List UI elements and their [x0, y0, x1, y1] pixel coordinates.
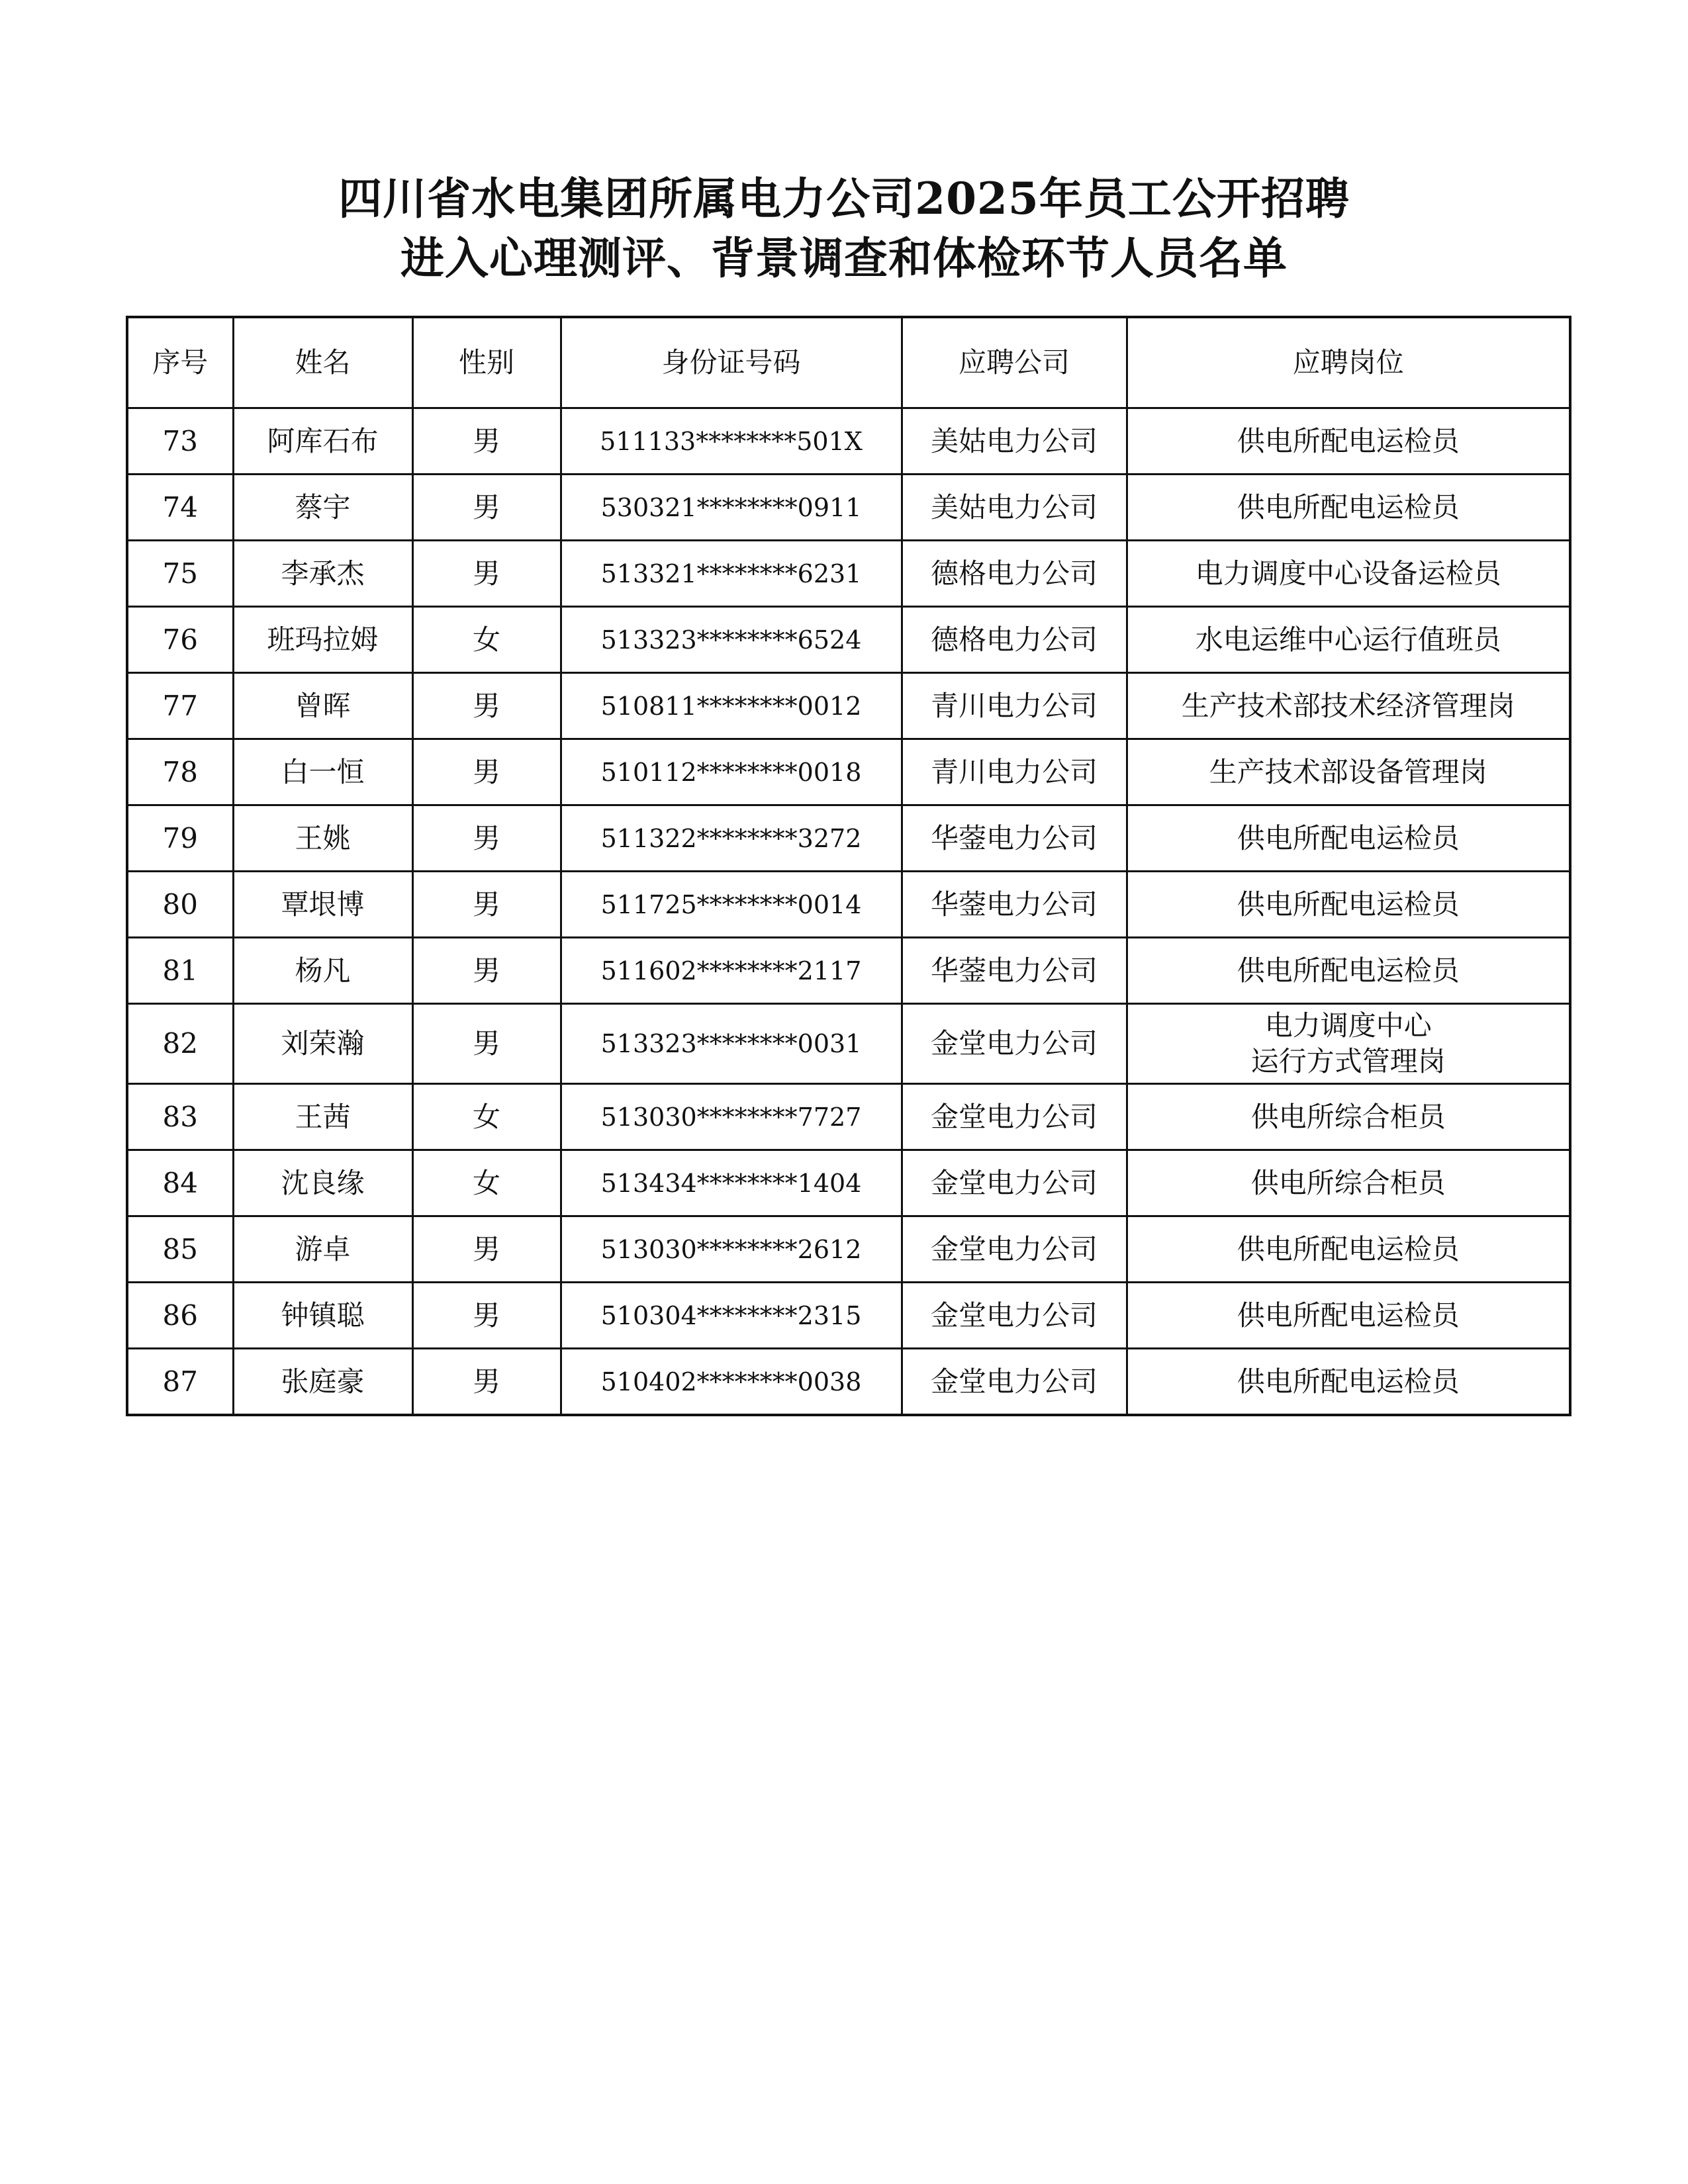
cell-id-number: 510112********0018: [561, 739, 902, 805]
cell-position: 水电运维中心运行值班员: [1127, 607, 1570, 673]
table-row: [127, 673, 1570, 739]
column-header-number: 序号: [127, 317, 233, 408]
table-row: [127, 541, 1570, 607]
cell-gender: 男: [412, 1283, 561, 1349]
cell-position: 生产技术部设备管理岗: [1127, 739, 1570, 805]
cell-name: 沈良缘: [233, 1150, 412, 1216]
cell-gender: 男: [412, 1216, 561, 1283]
table-row: [127, 938, 1570, 1004]
cell-gender: 男: [412, 673, 561, 739]
cell-name: 杨凡: [233, 938, 412, 1004]
cell-position: 供电所综合柜员: [1127, 1084, 1570, 1150]
table-body: [127, 408, 1570, 1416]
cell-position: 供电所综合柜员: [1127, 1150, 1570, 1216]
cell-gender: 男: [412, 872, 561, 938]
cell-company: 金堂电力公司: [902, 1150, 1127, 1216]
cell-number: 82: [127, 1004, 233, 1084]
cell-number: 74: [127, 475, 233, 541]
cell-position: 生产技术部技术经济管理岗: [1127, 673, 1570, 739]
cell-company: 华蓥电力公司: [902, 872, 1127, 938]
cell-number: 83: [127, 1084, 233, 1150]
document-title-line-2: 进入心理测评、背景调查和体检环节人员名单: [400, 232, 1288, 284]
cell-position: 供电所配电运检员: [1127, 938, 1570, 1004]
cell-number: 87: [127, 1349, 233, 1416]
cell-number: 76: [127, 607, 233, 673]
cell-position: 供电所配电运检员: [1127, 475, 1570, 541]
cell-company: 德格电力公司: [902, 541, 1127, 607]
cell-position: 电力调度中心 运行方式管理岗: [1127, 1004, 1570, 1084]
cell-id-number: 513323********6524: [561, 607, 902, 673]
column-header-name: 姓名: [233, 317, 412, 408]
cell-position: 电力调度中心设备运检员: [1127, 541, 1570, 607]
cell-id-number: 513434********1404: [561, 1150, 902, 1216]
cell-company: 美姑电力公司: [902, 475, 1127, 541]
cell-number: 73: [127, 408, 233, 475]
cell-number: 86: [127, 1283, 233, 1349]
cell-gender: 男: [412, 408, 561, 475]
cell-position: 供电所配电运检员: [1127, 1283, 1570, 1349]
cell-gender: 男: [412, 475, 561, 541]
cell-name: 钟镇聪: [233, 1283, 412, 1349]
cell-gender: 女: [412, 607, 561, 673]
cell-name: 张庭豪: [233, 1349, 412, 1416]
cell-company: 华蓥电力公司: [902, 805, 1127, 872]
cell-id-number: 513030********7727: [561, 1084, 902, 1150]
cell-id-number: 510811********0012: [561, 673, 902, 739]
cell-company: 金堂电力公司: [902, 1283, 1127, 1349]
cell-gender: 男: [412, 739, 561, 805]
cell-id-number: 511322********3272: [561, 805, 902, 872]
cell-id-number: 513323********0031: [561, 1004, 902, 1084]
cell-number: 75: [127, 541, 233, 607]
table-row: [127, 408, 1570, 475]
cell-id-number: 530321********0911: [561, 475, 902, 541]
table-row: [127, 475, 1570, 541]
cell-number: 80: [127, 872, 233, 938]
cell-number: 84: [127, 1150, 233, 1216]
table-row: [127, 872, 1570, 938]
cell-company: 金堂电力公司: [902, 1004, 1127, 1084]
cell-company: 金堂电力公司: [902, 1349, 1127, 1416]
cell-company: 金堂电力公司: [902, 1216, 1127, 1283]
table-row: [127, 739, 1570, 805]
document-title-line-1: 四川省水电集团所属电力公司2025年员工公开招聘: [338, 173, 1350, 224]
cell-number: 77: [127, 673, 233, 739]
cell-id-number: 511725********0014: [561, 872, 902, 938]
cell-id-number: 513321********6231: [561, 541, 902, 607]
cell-id-number: 511133********501X: [561, 408, 902, 475]
cell-name: 刘荣瀚: [233, 1004, 412, 1084]
cell-name: 游卓: [233, 1216, 412, 1283]
cell-id-number: 513030********2612: [561, 1216, 902, 1283]
cell-name: 阿库石布: [233, 408, 412, 475]
cell-name: 李承杰: [233, 541, 412, 607]
cell-number: 85: [127, 1216, 233, 1283]
cell-company: 青川电力公司: [902, 673, 1127, 739]
cell-name: 王茜: [233, 1084, 412, 1150]
cell-position: 供电所配电运检员: [1127, 1349, 1570, 1416]
cell-company: 美姑电力公司: [902, 408, 1127, 475]
cell-number: 79: [127, 805, 233, 872]
cell-id-number: 510304********2315: [561, 1283, 902, 1349]
cell-name: 曾晖: [233, 673, 412, 739]
cell-id-number: 511602********2117: [561, 938, 902, 1004]
column-header-id-number: 身份证号码: [561, 317, 902, 408]
cell-id-number: 510402********0038: [561, 1349, 902, 1416]
table-row: [127, 805, 1570, 872]
table-header: [127, 317, 1570, 408]
column-header-company: 应聘公司: [902, 317, 1127, 408]
cell-name: 白一恒: [233, 739, 412, 805]
cell-company: 金堂电力公司: [902, 1084, 1127, 1150]
cell-number: 81: [127, 938, 233, 1004]
cell-gender: 女: [412, 1084, 561, 1150]
cell-position: 供电所配电运检员: [1127, 805, 1570, 872]
cell-name: 王姚: [233, 805, 412, 872]
cell-company: 德格电力公司: [902, 607, 1127, 673]
cell-gender: 男: [412, 1004, 561, 1084]
table-row: [127, 607, 1570, 673]
cell-gender: 女: [412, 1150, 561, 1216]
table-row: [127, 1004, 1570, 1084]
cell-company: 青川电力公司: [902, 739, 1127, 805]
cell-gender: 男: [412, 541, 561, 607]
cell-position: 供电所配电运检员: [1127, 408, 1570, 475]
cell-gender: 男: [412, 938, 561, 1004]
table-row: [127, 1216, 1570, 1283]
cell-name: 蔡宇: [233, 475, 412, 541]
column-header-position: 应聘岗位: [1127, 317, 1570, 408]
cell-gender: 男: [412, 805, 561, 872]
cell-name: 覃垠博: [233, 872, 412, 938]
table-row: [127, 1349, 1570, 1416]
table-row: [127, 1150, 1570, 1216]
cell-position: 供电所配电运检员: [1127, 1216, 1570, 1283]
table-row: [127, 1084, 1570, 1150]
column-header-gender: 性别: [412, 317, 561, 408]
header-row: [127, 317, 1570, 408]
cell-name: 班玛拉姆: [233, 607, 412, 673]
cell-number: 78: [127, 739, 233, 805]
cell-gender: 男: [412, 1349, 561, 1416]
cell-company: 华蓥电力公司: [902, 938, 1127, 1004]
candidate-table: [126, 316, 1571, 1416]
table-row: [127, 1283, 1570, 1349]
cell-position: 供电所配电运检员: [1127, 872, 1570, 938]
